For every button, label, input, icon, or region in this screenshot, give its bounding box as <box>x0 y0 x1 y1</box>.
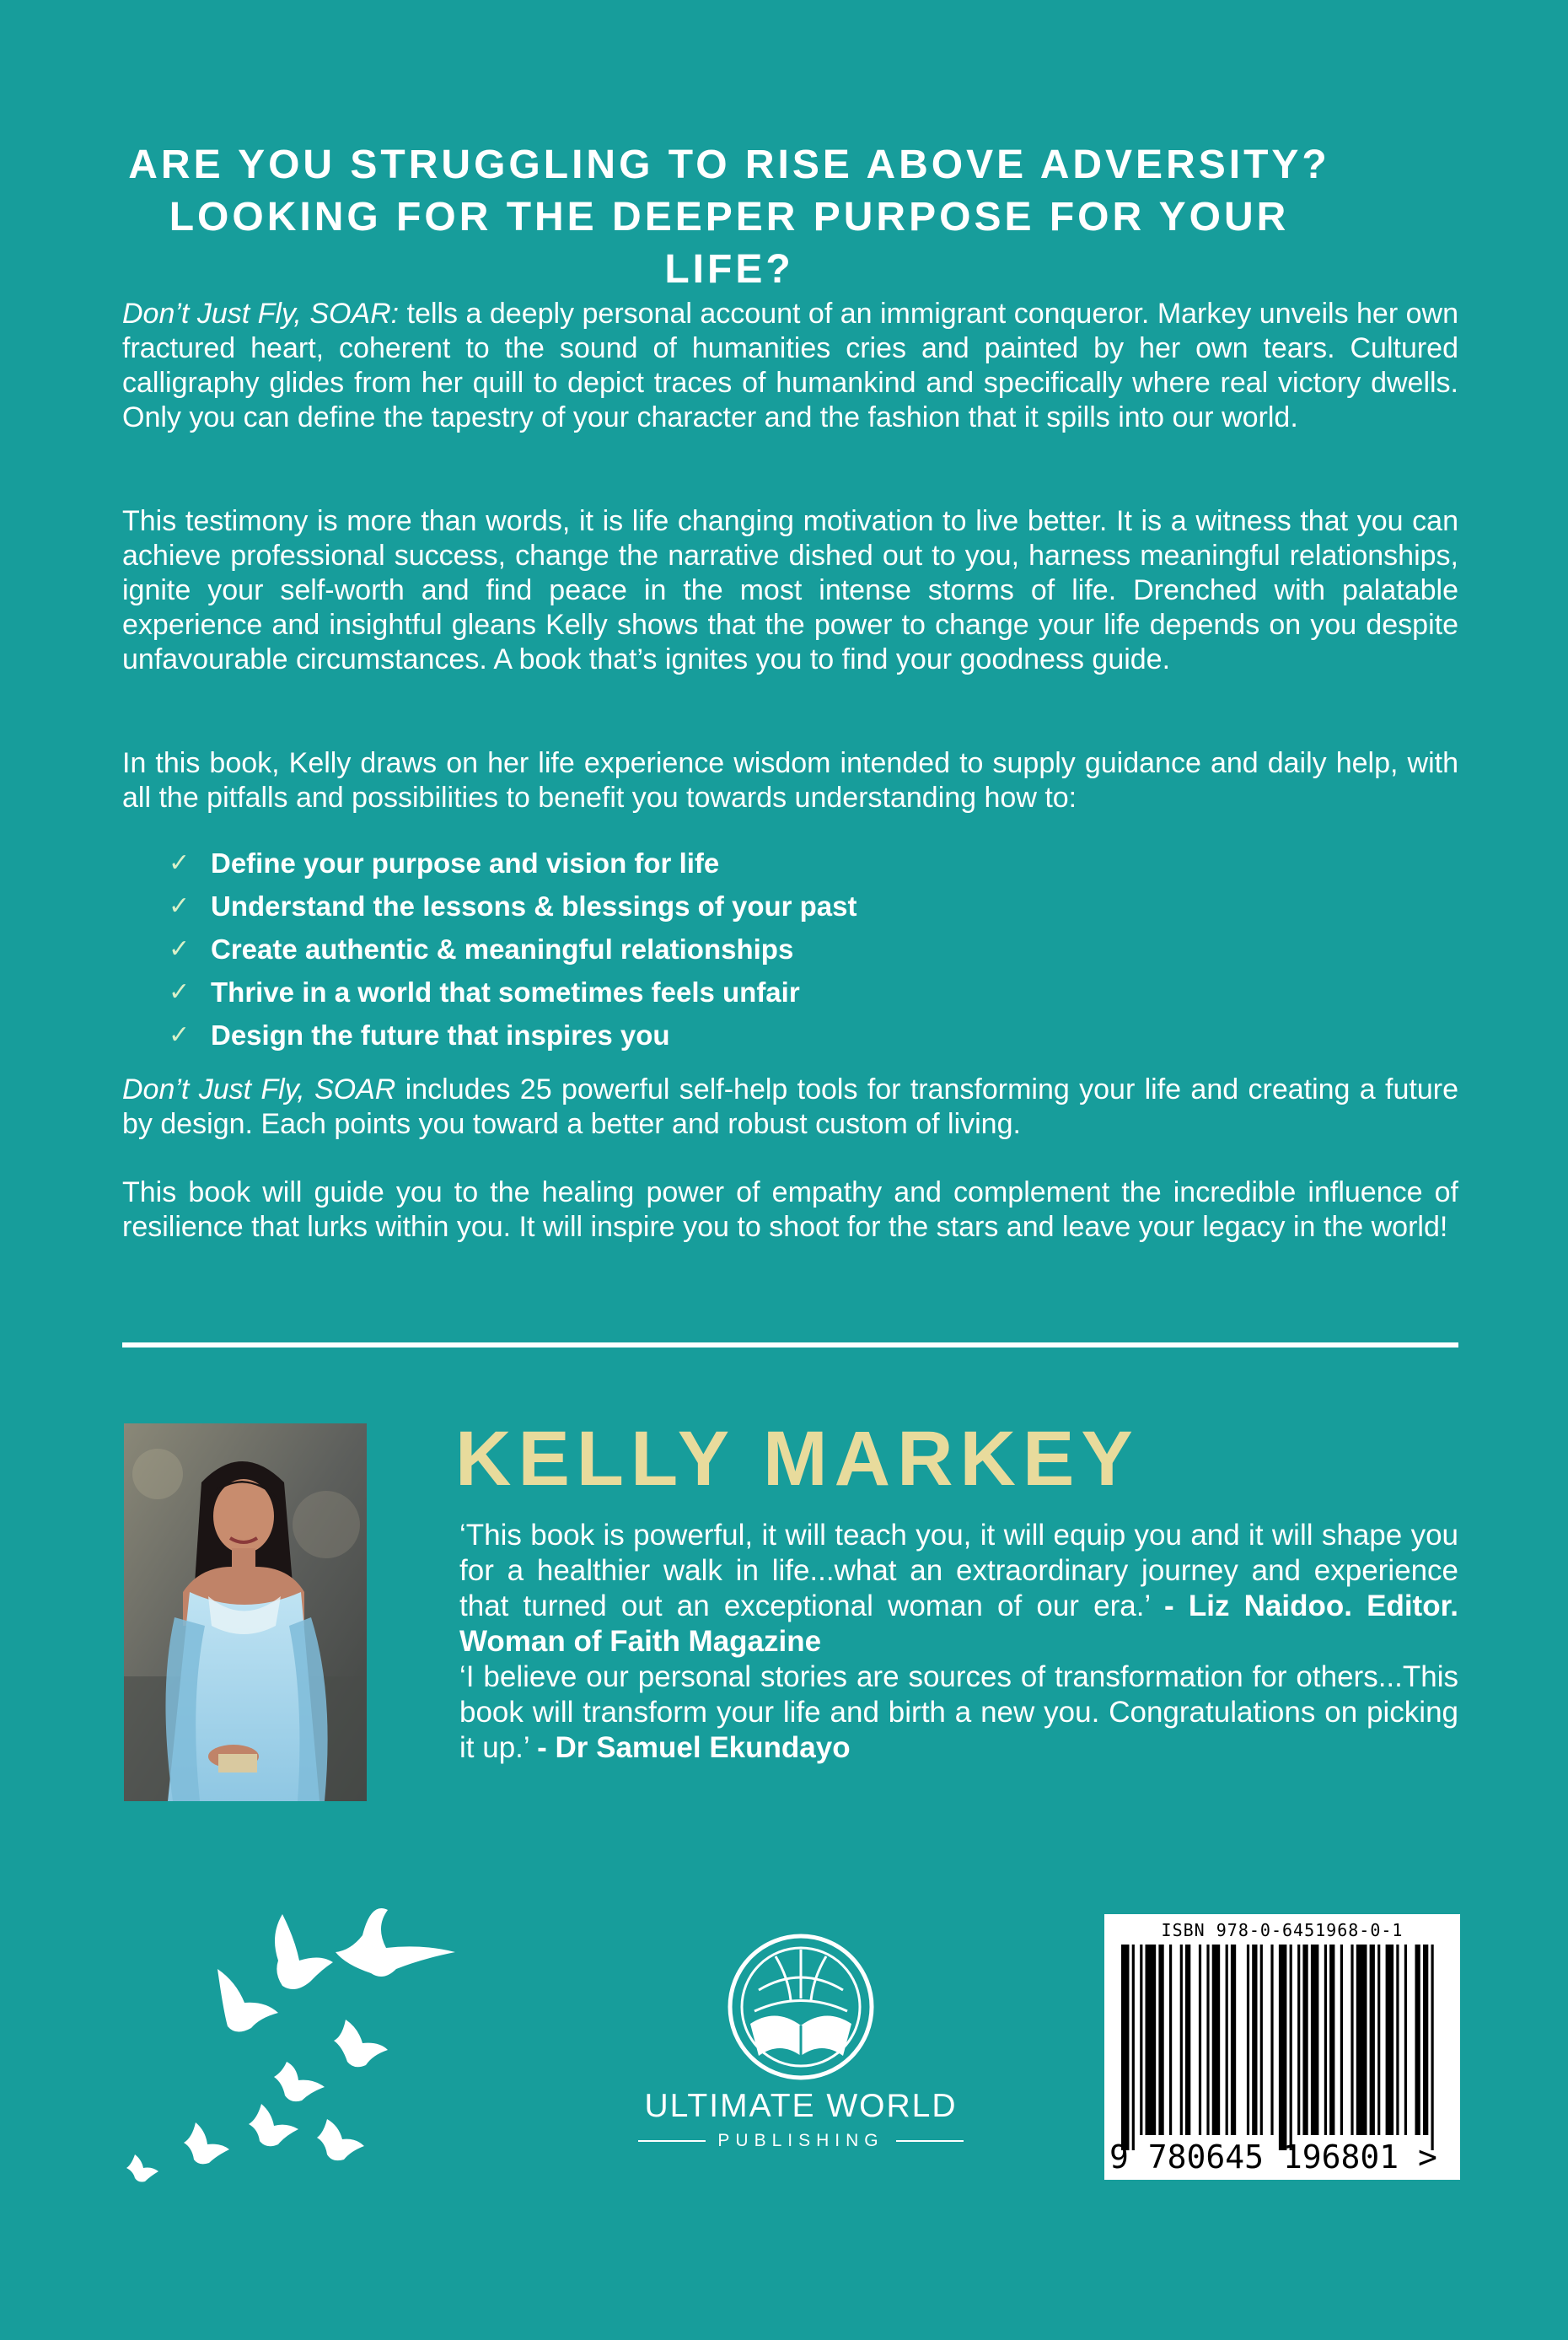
barcode-bar <box>1404 1945 1407 2135</box>
barcode-bar <box>1121 1945 1130 2150</box>
publisher-rule-right <box>896 2140 964 2142</box>
bird-icon <box>275 1914 333 1989</box>
checklist-item <box>169 928 1349 971</box>
barcode-bar <box>1311 1945 1319 2135</box>
barcode-bar <box>1351 1945 1353 2135</box>
barcode-bar <box>1377 1945 1380 2135</box>
bird-icon <box>317 2119 364 2160</box>
barcode-bar <box>1297 1945 1300 2135</box>
barcode-bar <box>1206 1945 1209 2135</box>
book-title-italic: Don’t Just Fly, SOAR: <box>122 298 400 330</box>
barcode-bar <box>1279 1945 1287 2150</box>
barcode-bar <box>1226 1945 1228 2135</box>
flying-birds-illustration <box>118 1902 506 2188</box>
barcode-bar <box>1169 1945 1172 2135</box>
barcode-bar <box>1199 1945 1201 2135</box>
barcode-bar <box>1329 1945 1334 2135</box>
checklist-item-label: Define your purpose and vision for life <box>211 847 720 879</box>
barcode-bar <box>1140 1945 1142 2135</box>
paragraph-1-body: tells a deeply personal account of an immigrant conqueror. Markey unveils her own fractured heart, coherent to the sound of humanities cries and painted by her own tears. Cultured calligraphy glides from her quill to depict traces of humankind and specifically where real victory dwells. Only you can define the tapestry of your character and the fashion that it spills into our world. <box>122 298 1458 433</box>
barcode-bar <box>1158 1945 1163 2135</box>
checklist-item-label: Create authentic & meaningful relationships <box>211 933 794 965</box>
checkmark-icon: ✓ <box>169 849 191 877</box>
publisher-subtitle: PUBLISHING <box>717 2131 884 2150</box>
barcode-bar <box>1231 1945 1236 2135</box>
barcode-bar <box>1415 1945 1420 2135</box>
checkmark-icon: ✓ <box>169 935 191 963</box>
author-photo <box>124 1423 367 1801</box>
quote-2-text: ‘I believe our personal stories are sources of transformation for others...This book will transform your life and birth a new you. Congratulations on picking it up.’ <box>459 1660 1458 1764</box>
paragraph-4-body: includes 25 powerful self-help tools for transforming your life and creating a future by design. Each points you toward a better and robust custom of living. <box>122 1073 1458 1140</box>
publisher-name: ULTIMATE WORLD <box>644 2088 958 2124</box>
publisher-rule-left <box>638 2140 706 2142</box>
barcode-bar <box>1386 1945 1394 2135</box>
checklist-item <box>169 885 1349 928</box>
description-paragraph-1 <box>122 297 1458 435</box>
description-paragraph-4 <box>122 1073 1458 1142</box>
headline <box>122 139 1336 296</box>
barcode-bar <box>1270 1945 1273 2135</box>
checklist-item-label: Thrive in a world that sometimes feels unfair <box>211 976 800 1008</box>
barcode-digits: 9 780645 196801 > <box>1109 2138 1437 2176</box>
checklist-item <box>169 1014 1349 1057</box>
checklist-item-label: Design the future that inspires you <box>211 1019 670 1051</box>
checkmark-icon: ✓ <box>169 892 191 920</box>
barcode-bar <box>1396 1945 1399 2135</box>
barcode-bar <box>1423 1945 1428 2135</box>
checklist-item-label: Understand the lessons & blessings of your past <box>211 890 857 922</box>
barcode-bar <box>1302 1945 1308 2135</box>
barcode-bar <box>1212 1945 1221 2135</box>
bird-icon <box>334 2020 388 2067</box>
barcode-bar <box>1340 1945 1343 2135</box>
benefits-checklist <box>169 842 1349 1057</box>
bird-icon <box>336 1908 455 1977</box>
description-paragraph-3: In this book, Kelly draws on her life experience wisdom intended to supply guidance and daily help, with all the pitfalls and possibilities to benefit you towards understanding how to: <box>122 747 1458 814</box>
section-divider <box>122 1342 1458 1348</box>
description-paragraph-5: This book will guide you to the healing power of empathy and complement the incredible influence of resilience that lurks within you. It will inspire you to shoot for the stars and leave your legacy in the world! <box>122 1176 1458 1243</box>
barcode-bar <box>1180 1945 1183 2135</box>
isbn-barcode <box>1104 1914 1460 2180</box>
barcode-bar <box>1370 1945 1375 2135</box>
endorsement-quote-2 <box>459 1660 1458 1766</box>
book-title-italic: Don’t Just Fly, SOAR <box>122 1073 396 1105</box>
globe-book-icon <box>725 1931 877 2083</box>
barcode-bar <box>1260 1945 1263 2135</box>
barcode-bar <box>1247 1945 1249 2135</box>
checklist-item <box>169 971 1349 1014</box>
checkmark-icon: ✓ <box>169 1021 191 1049</box>
isbn-label: ISBN 978-0-6451968-0-1 <box>1161 1920 1404 1940</box>
barcode-bar <box>1185 1945 1190 2135</box>
description-paragraph-2: This testimony is more than words, it is life changing motivation to live better. It is a witness that you can achieve professional success, change the narrative dished out to you, harness meaningful relationships, ignite your self-worth and find peace in the most intense storms of life. Drenched with palatable experience and insightful gleans Kelly shows that the power to change your life depends on you despite unfavourable circumstances. A book that’s ignites you to find your goodness guide. <box>122 505 1458 675</box>
barcode-bar <box>1252 1945 1257 2135</box>
author-portrait-illustration <box>124 1423 367 1801</box>
endorsement-quote-1 <box>459 1518 1458 1660</box>
barcode-bar <box>1290 1945 1292 2150</box>
barcode-bar <box>1431 1945 1434 2150</box>
barcode-bar <box>1146 1945 1157 2135</box>
checklist-item <box>169 842 1349 885</box>
publisher-logo-block <box>615 1931 986 2167</box>
barcode-bar <box>1356 1945 1367 2135</box>
quote-1-attribution: - Liz Naidoo. Editor. Woman of Faith Magazine <box>459 1590 1458 1658</box>
headline-line-1: ARE YOU STRUGGLING TO RISE ABOVE ADVERSITY? <box>128 143 1330 187</box>
bird-icon <box>217 1969 278 2032</box>
barcode-bar <box>1324 1945 1327 2135</box>
bird-icon <box>184 2122 229 2164</box>
checkmark-icon: ✓ <box>169 978 191 1006</box>
bird-icon <box>274 2062 325 2101</box>
barcode-bar <box>1132 1945 1135 2150</box>
author-name: KELLY MARKEY <box>455 1416 1140 1502</box>
quote-1-text: ‘This book is powerful, it will teach you, it will equip you and it will shape you for a healthier walk in life...what an extraordinary journey and experience that turned out an exceptional woman of our era.’ <box>459 1519 1458 1622</box>
bird-icon <box>249 2104 298 2146</box>
headline-line-2: LOOKING FOR THE DEEPER PURPOSE FOR YOUR LIFE? <box>169 195 1290 292</box>
bird-icon <box>126 2154 158 2182</box>
quote-2-attribution: - Dr Samuel Ekundayo <box>537 1731 851 1764</box>
publisher-subtitle-row <box>615 2128 986 2154</box>
